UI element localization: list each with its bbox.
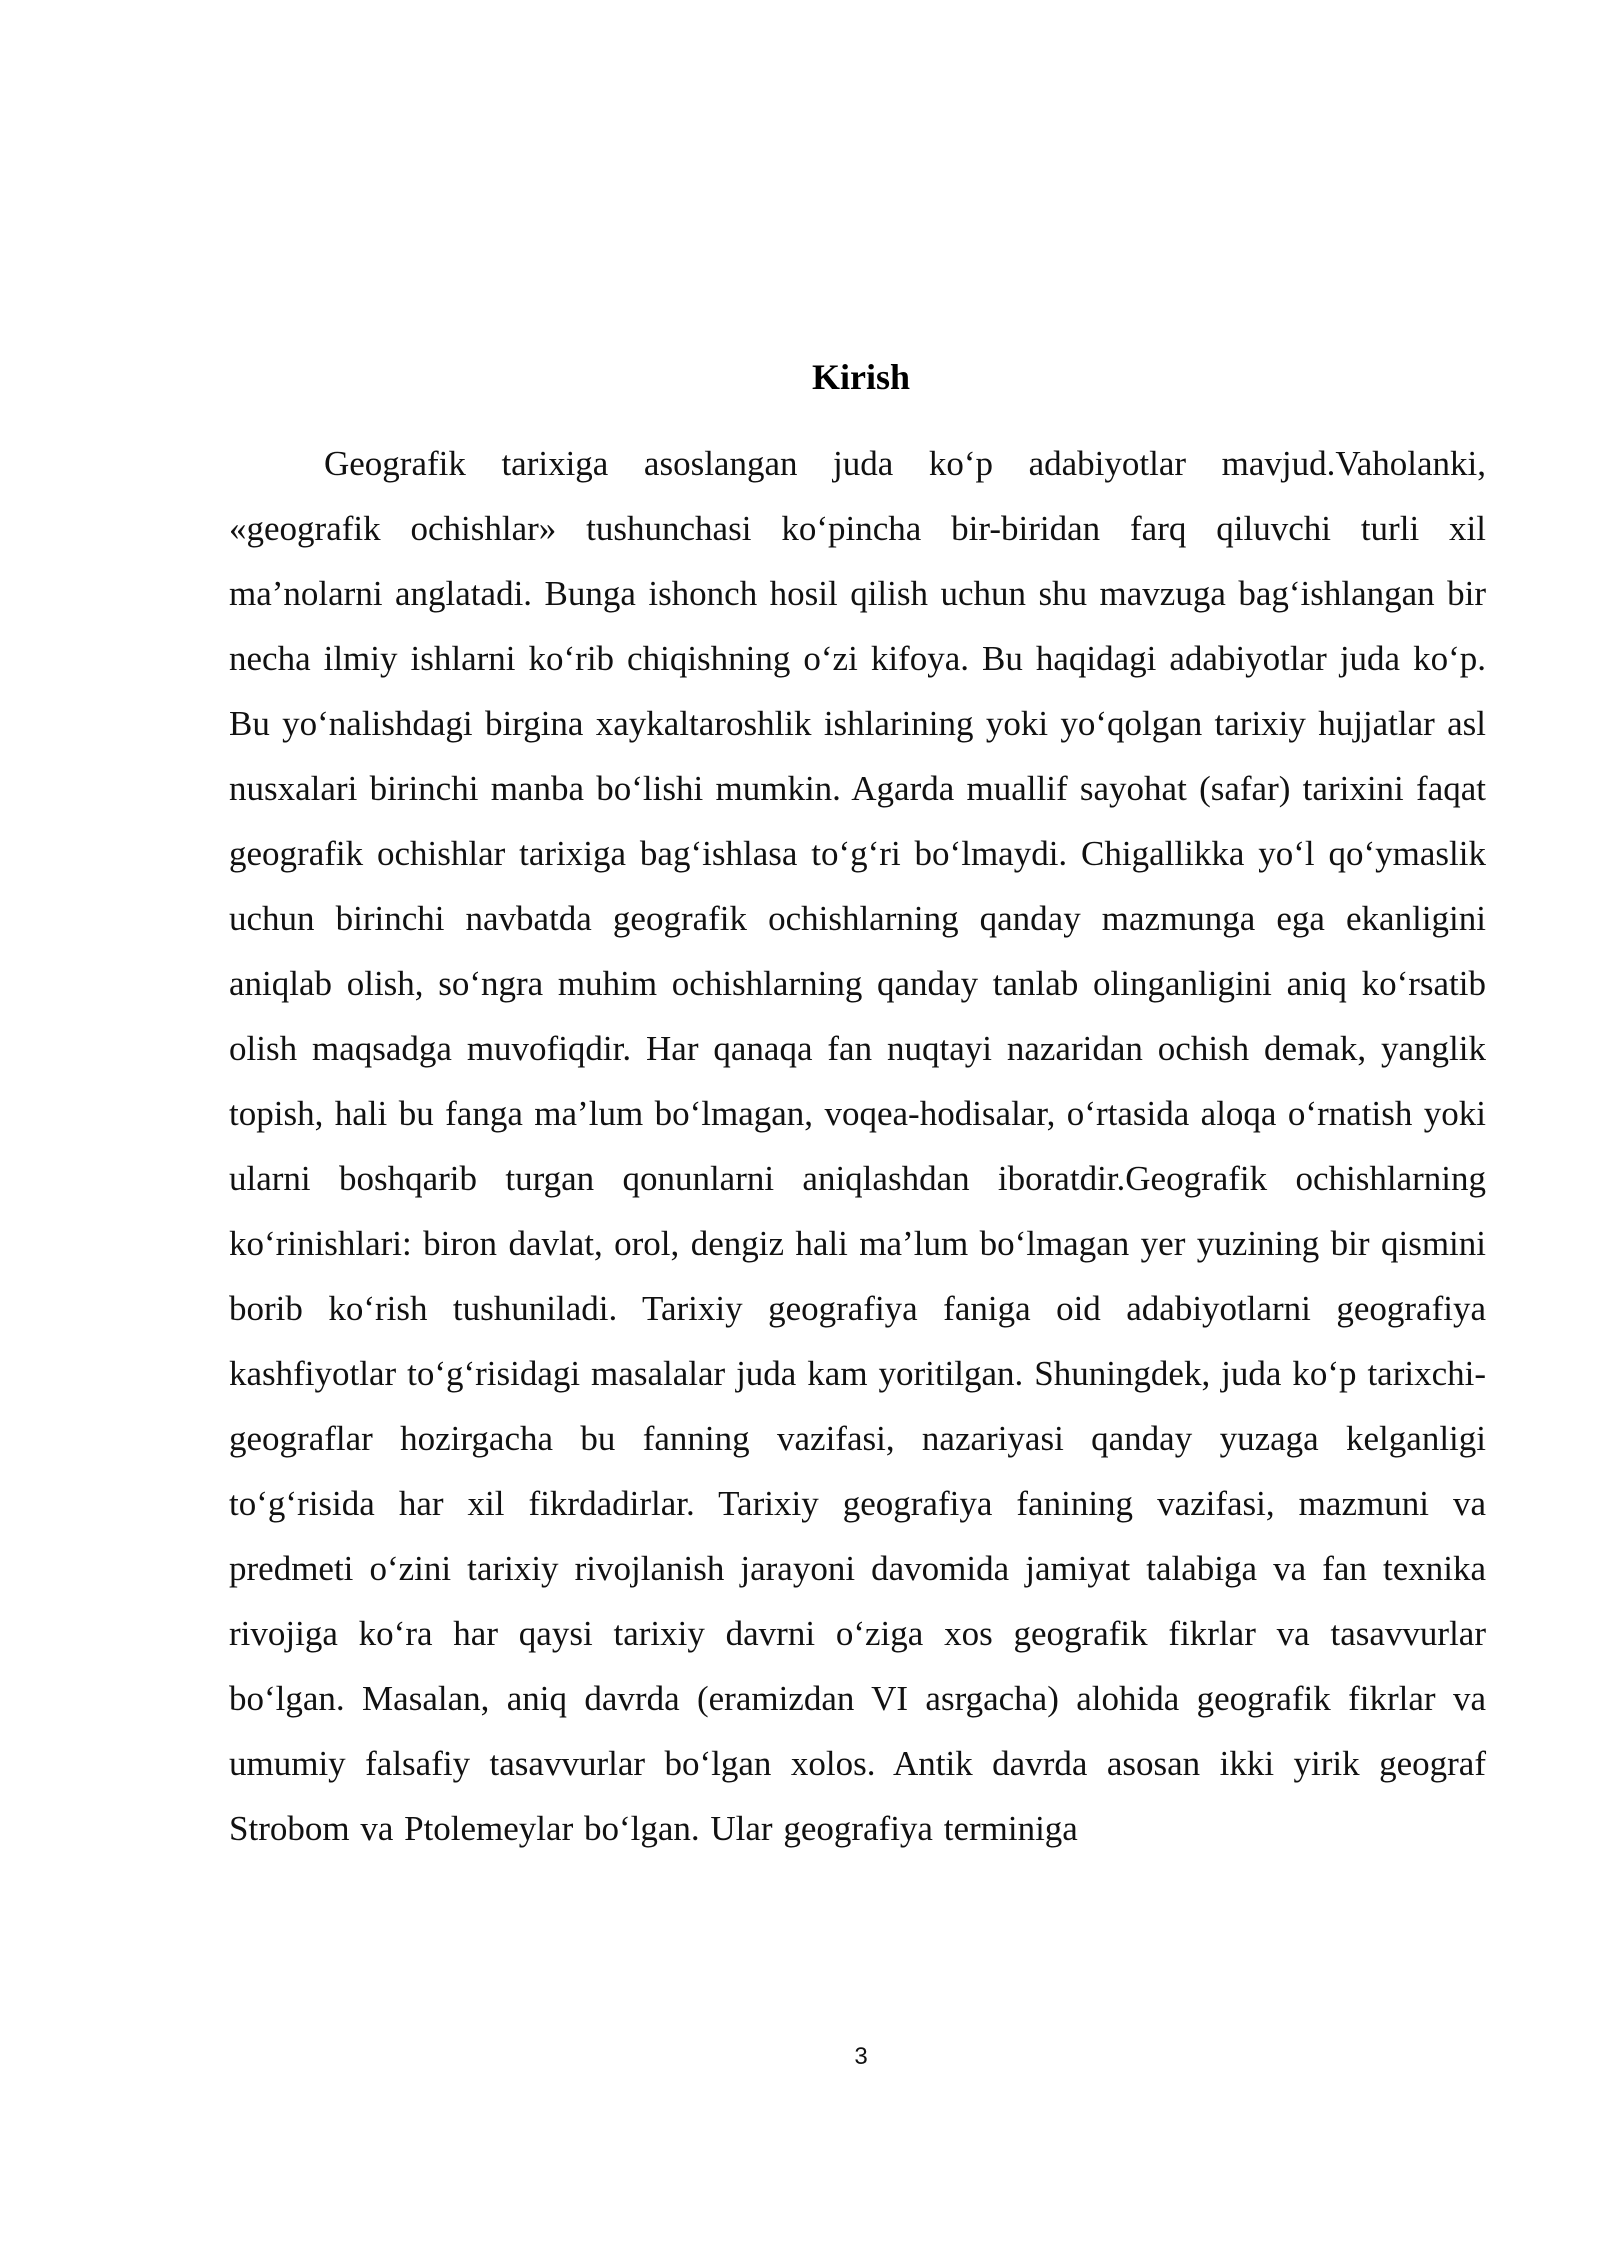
body-paragraph: Geografik tarixiga asoslangan juda koʻp adabiyotlar mavjud.Vaholanki, «geografik ochishlar» tushunchasi koʻpincha bir-biridan farq qiluvchi turli xil ma’nolarni anglatadi. Bunga ishonch hosil qilish uchun shu mavzuga bagʻishlangan bir necha ilmiy ishlarni koʻrib chiqishning oʻzi kifoya. Bu haqidagi adabiyotlar juda koʻp. Bu yoʻnalishdagi birgina xaykaltaroshlik ishlarining yoki yoʻqolgan tarixiy hujjatlar asl nusxalari birinchi manba boʻlishi mumkin. Agarda muallif sayohat (safar) tarixini faqat geografik ochishlar tarixiga bagʻishlasa toʻgʻri boʻlmaydi. Chigallikka yoʻl qoʻymaslik uchun birinchi navbatda geografik ochishlarning qanday mazmunga ega ekanligini aniqlab olish, soʻngra muhim ochishlarning qanday tanlab olinganligini aniq koʻrsatib olish maqsadga muvofiqdir. Har qanaqa fan nuqtayi nazaridan ochish demak, yanglik topish, hali bu fanga ma’lum boʻlmagan, voqea-hodisalar, oʻrtasida aloqa oʻrnatish yoki ularni boshqarib turgan qonunlarni aniqlashdan iboratdir.Geografik ochishlarning koʻrinishlari: biron davlat, orol, dengiz hali ma’lum boʻlmagan yer yuzining bir qismini borib koʻrish tushuniladi. Tarixiy geografiya faniga oid adabiyotlarni geografiya kashfiyotlar toʻgʻrisidagi masalalar juda kam yoritilgan. Shuningdek, juda koʻp tarixchi-geograflar hozirgacha bu fanning vazifasi, nazariyasi qanday yuzaga kelganligi toʻgʻrisida har xil fikrdadirlar. Tarixiy geografiya fanining vazifasi, mazmuni va predmeti oʻzini tarixiy rivojlanish jarayoni davomida jamiyat talabiga va fan texnika rivojiga koʻra har qaysi tarixiy davrni oʻziga xos geografik fikrlar va tasavvurlar boʻlgan. Masalan, aniq davrda (eramizdan VI asrgacha) alohida geografik fikrlar va umumiy falsafiy tasavvurlar boʻlgan xolos. Antik davrda asosan ikki yirik geograf Strobom va Ptolemeylar boʻlgan. Ular geografiya terminiga bbox=[229, 444, 1486, 1848]
page-number: 3 bbox=[854, 2043, 868, 2070]
page-title: Kirish bbox=[811, 357, 910, 397]
